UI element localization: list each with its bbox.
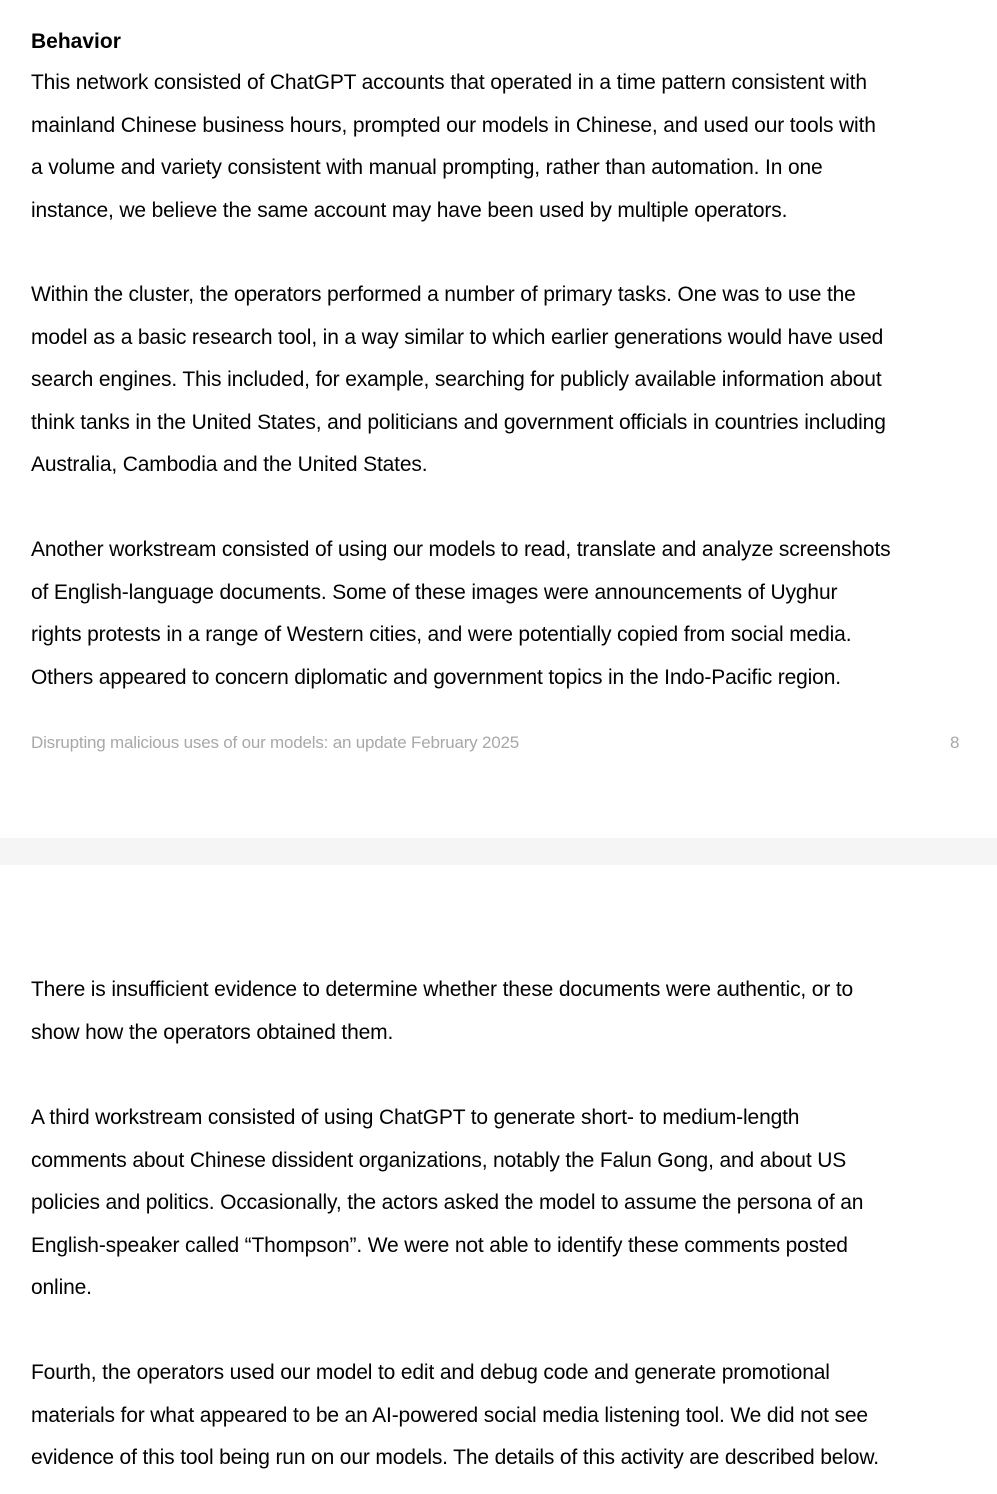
text-line: English-speaker called “Thompson”. We were not able to identify these comments posted xyxy=(31,1233,848,1257)
text-line: Others appeared to concern diplomatic and government topics in the Indo-Pacific region. xyxy=(31,665,841,689)
paragraph-research-tasks xyxy=(31,274,886,487)
text-line: think tanks in the United States, and politicians and government officials in countries including xyxy=(31,410,886,434)
paragraph-evidence xyxy=(31,969,853,1054)
text-line: show how the operators obtained them. xyxy=(31,1020,394,1044)
page-footer-title: Disrupting malicious uses of our models: an update February 2025 xyxy=(31,733,520,752)
text-line: mainland Chinese business hours, prompted our models in Chinese, and used our tools with xyxy=(31,113,876,137)
text-line: rights protests in a range of Western cities, and were potentially copied from social media. xyxy=(31,623,852,646)
text-line: materials for what appeared to be an AI-powered social media listening tool. We did not see xyxy=(31,1403,868,1427)
text-line: online. xyxy=(31,1276,92,1299)
text-line: There is insufficient evidence to determine whether these documents were authentic, or to xyxy=(31,978,854,1001)
text-line: search engines. This included, for example, searching for publicly available information about xyxy=(31,368,882,391)
text-line: Another workstream consisted of using our models to read, translate and analyze screenshots xyxy=(31,538,891,561)
text-line: comments about Chinese dissident organizations, notably the Falun Gong, and about US xyxy=(31,1148,847,1172)
paragraph-comment-generation xyxy=(31,1097,863,1310)
text-line: evidence of this tool being run on our models. The details of this activity are described below. xyxy=(31,1446,879,1469)
text-line: instance, we believe the same account may have been used by multiple operators. xyxy=(31,198,788,222)
page-number: 8 xyxy=(950,733,960,752)
text-line: model as a basic research tool, in a way similar to which earlier generations would have used xyxy=(31,325,884,349)
text-line: policies and politics. Occasionally, the actors asked the model to assume the persona of an xyxy=(31,1191,864,1214)
document-page-9 xyxy=(0,865,997,1494)
text-line: A third workstream consisted of using ChatGPT to generate short- to medium-length xyxy=(31,1106,800,1129)
paragraph-code-debugging xyxy=(31,1352,879,1480)
text-line: Fourth, the operators used our model to edit and debug code and generate promotional xyxy=(31,1361,830,1384)
text-line: a volume and variety consistent with manual prompting, rather than automation. In one xyxy=(31,156,823,179)
section-heading: Behavior xyxy=(31,30,121,53)
text-line: Australia, Cambodia and the United States. xyxy=(31,453,428,476)
paragraph-translation-workstream xyxy=(31,529,890,699)
text-line: This network consisted of ChatGPT accounts that operated in a time pattern consistent with xyxy=(31,71,867,94)
paragraph-network-description xyxy=(31,62,876,232)
text-line: of English-language documents. Some of these images were announcements of Uyghur xyxy=(31,580,838,604)
text-line: Within the cluster, the operators performed a number of primary tasks. One was to use the xyxy=(31,283,856,306)
page-separator xyxy=(0,838,997,865)
